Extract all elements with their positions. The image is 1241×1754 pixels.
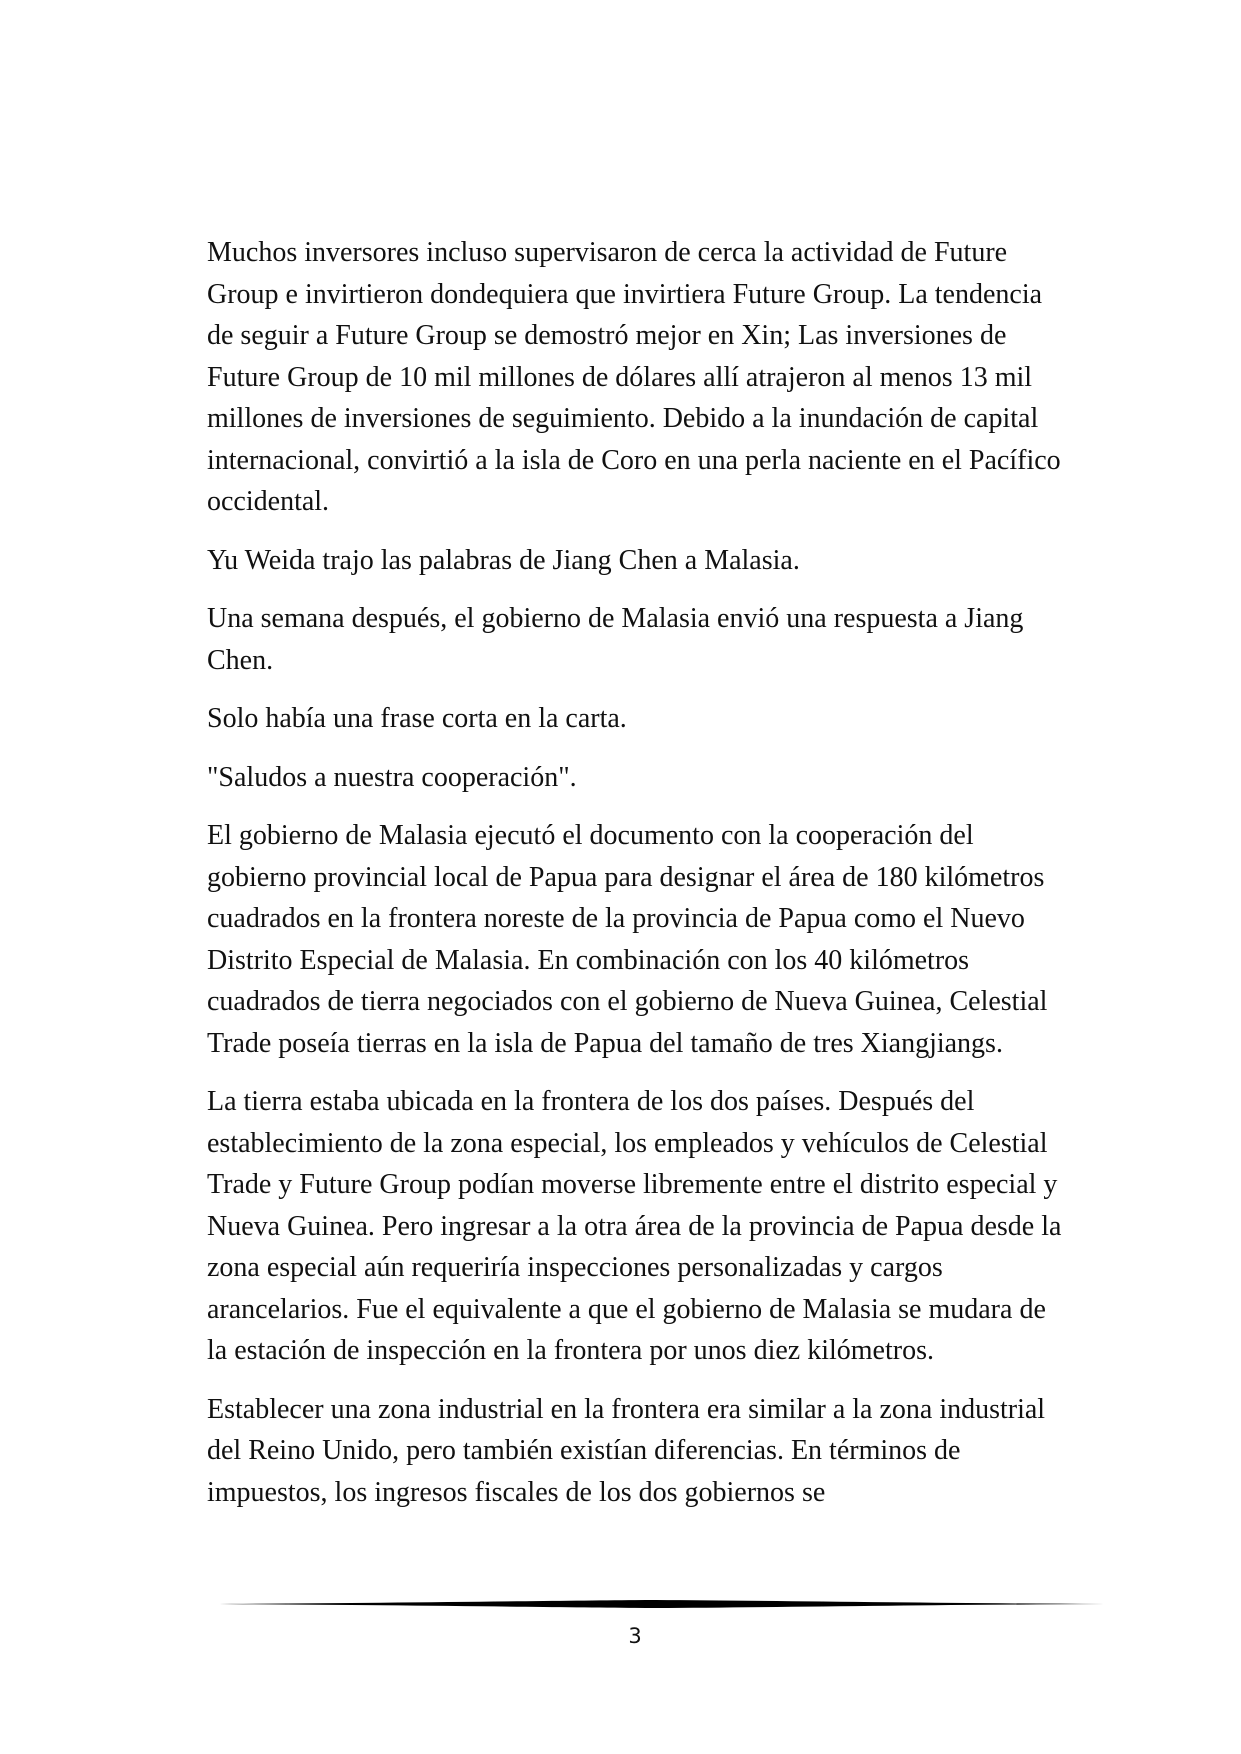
paragraph-5: "Saludos a nuestra cooperación". bbox=[207, 761, 577, 793]
body-text bbox=[207, 232, 1067, 1530]
paragraph-2: Yu Weida trajo las palabras de Jiang Chen a Malasia. bbox=[207, 544, 800, 576]
paragraph-6: El gobierno de Malasia ejecutó el documento con la cooperación del gobierno provincial local de Papua para designar el área de 180 kilómetros cuadrados en la frontera noreste de la provincia de Papua como el Nuevo Distrito Especial de Malasia. En combinación con los 40 kilómetros cuadrados de tierra negociados con el gobierno de Nueva Guinea, Celestial Trade poseía tierras en la isla de Papua del tamaño de tres Xiangjiangs. bbox=[207, 820, 1048, 1059]
paragraph-8: Establecer una zona industrial en la frontera era similar a la zona industrial del Reino Unido, pero también existían diferencias. En términos de impuestos, los ingresos fiscales de los dos gobiernos se bbox=[207, 1393, 1046, 1508]
paragraph-3: Una semana después, el gobierno de Malasia envió una respuesta a Jiang Chen. bbox=[207, 603, 1024, 676]
paragraph-7: La tierra estaba ubicada en la frontera de los dos países. Después del establecimiento de la zona especial, los empleados y vehículos de Celestial Trade y Future Group podían moverse libremente entre el distrito especial y Nueva Guinea. Pero ingresar a la otra área de la provincia de Papua desde la zona especial aún requeriría inspecciones personalizadas y cargos arancelarios. Fue el equivalente a que el gobierno de Malasia se mudara de la estación de inspección en la frontera por unos diez kilómetros. bbox=[207, 1086, 1062, 1366]
page-number: 3 bbox=[628, 1624, 642, 1648]
paragraph-4: Solo había una frase corta en la carta. bbox=[207, 703, 627, 734]
paragraph-1: Muchos inversores incluso supervisaron de cerca la actividad de Future Group e invirtieron dondequiera que invirtiera Future Group. La tendencia de seguir a Future Group se demostró mejor en Xin; Las inversiones de Future Group de 10 mil millones de dólares allí atrajeron al menos 13 mil millones de inversiones de seguimiento. Debido a la inundación de capital internacional, convirtió a la isla de Coro en una perla naciente en el Pacífico occidental. bbox=[207, 237, 1061, 517]
footer-divider bbox=[207, 1598, 1105, 1610]
